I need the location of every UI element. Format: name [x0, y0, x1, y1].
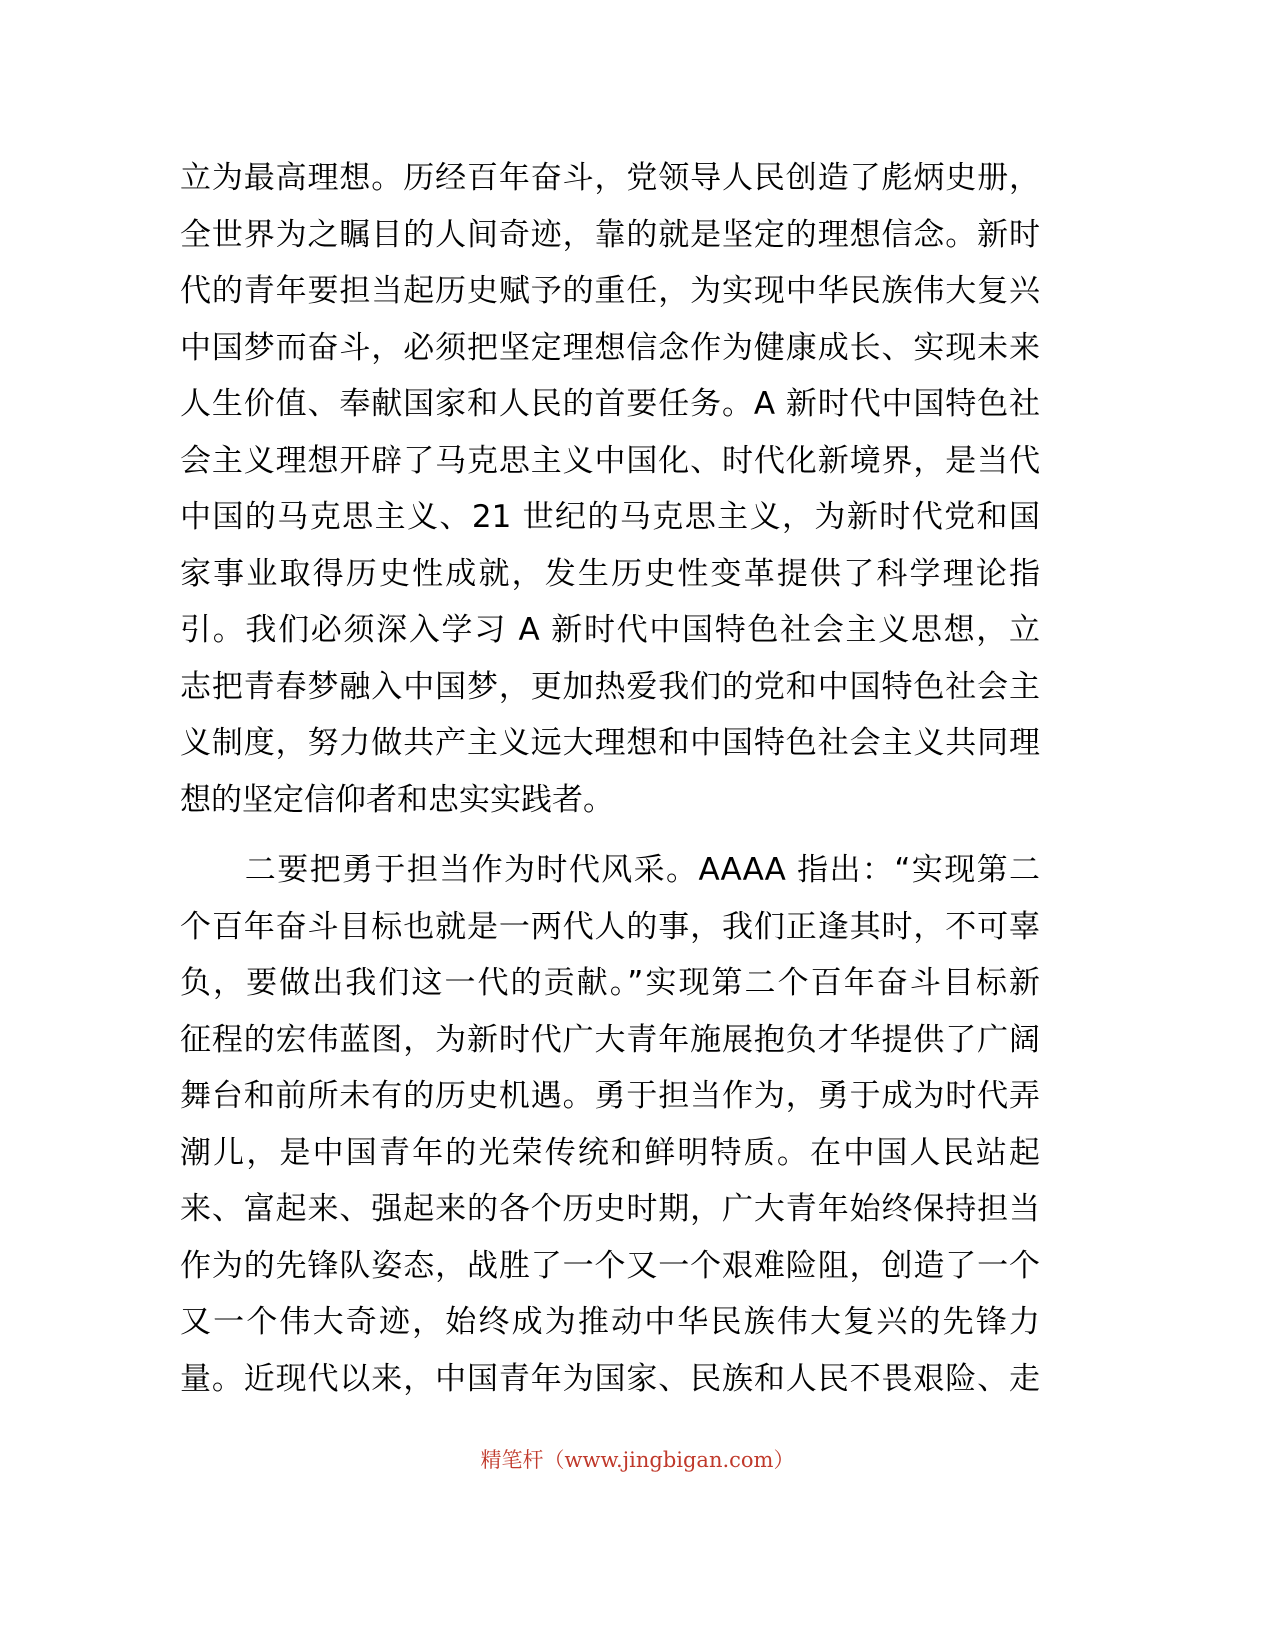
text-line: 征程的宏伟蓝图，为新时代广大青年施展抱负才华提供了广阔: [180, 1021, 1040, 1058]
paragraph-1: [180, 150, 1040, 828]
footer-watermark-text: 精笔杆（www.jingbigan.com）: [480, 1448, 795, 1472]
text-line: 立为最高理想。历经百年奋斗，党领导人民创造了彪炳史册，: [180, 160, 1040, 196]
text-line: 潮儿，是中国青年的光荣传统和鲜明特质。在中国人民站起: [180, 1134, 1040, 1171]
text-line: 负，要做出我们这一代的贡献。”实现第二个百年奋斗目标新: [180, 965, 1040, 1001]
text-line: 个百年奋斗目标也就是一两代人的事，我们正逢其时，不可辜: [180, 908, 1040, 945]
text-line: 代的青年要担当起历史赋予的重任，为实现中华民族伟大复兴: [180, 273, 1040, 309]
text-line: 家事业取得历史性成就，发生历史性变革提供了科学理论指: [180, 555, 1040, 592]
document-body: [180, 150, 1040, 1407]
text-line: 全世界为之瞩目的人间奇迹，靠的就是坚定的理想信念。新时: [180, 216, 1040, 253]
text-line: 来、富起来、强起来的各个历史时期，广大青年始终保持担当: [180, 1191, 1040, 1227]
paragraph-2: [180, 842, 1040, 1407]
text-line: 量。近现代以来，中国青年为国家、民族和人民不畏艰险、走: [180, 1360, 1040, 1397]
text-line: 会主义理想开辟了马克思主义中国化、时代化新境界，是当代: [180, 442, 1040, 479]
text-line: 引。我们必须深入学习 A 新时代中国特色社会主义思想，立: [180, 612, 1040, 648]
text-line: 又一个伟大奇迹，始终成为推动中华民族伟大复兴的先锋力: [180, 1304, 1040, 1340]
text-line: 想的坚定信仰者和忠实实践者。: [180, 781, 614, 818]
text-line: 义制度，努力做共产主义远大理想和中国特色社会主义共同理: [180, 725, 1040, 761]
text-line: 舞台和前所未有的历史机遇。勇于担当作为，勇于成为时代弄: [180, 1078, 1040, 1114]
page-footer: [0, 1444, 1275, 1474]
paragraph-spacer: [180, 828, 1040, 842]
text-line: 作为的先锋队姿态，战胜了一个又一个艰难险阻，创造了一个: [180, 1247, 1040, 1284]
text-line: 中国的马克思主义、21 世纪的马克思主义，为新时代党和国: [180, 499, 1040, 535]
text-line: 志把青春梦融入中国梦，更加热爱我们的党和中国特色社会主: [180, 668, 1040, 705]
text-line: 人生价值、奉献国家和人民的首要任务。A 新时代中国特色社: [180, 386, 1040, 422]
text-line: 二要把勇于担当作为时代风采。AAAA 指出：“实现第二: [180, 852, 1040, 888]
text-line: 中国梦而奋斗，必须把坚定理想信念作为健康成长、实现未来: [180, 329, 1040, 366]
